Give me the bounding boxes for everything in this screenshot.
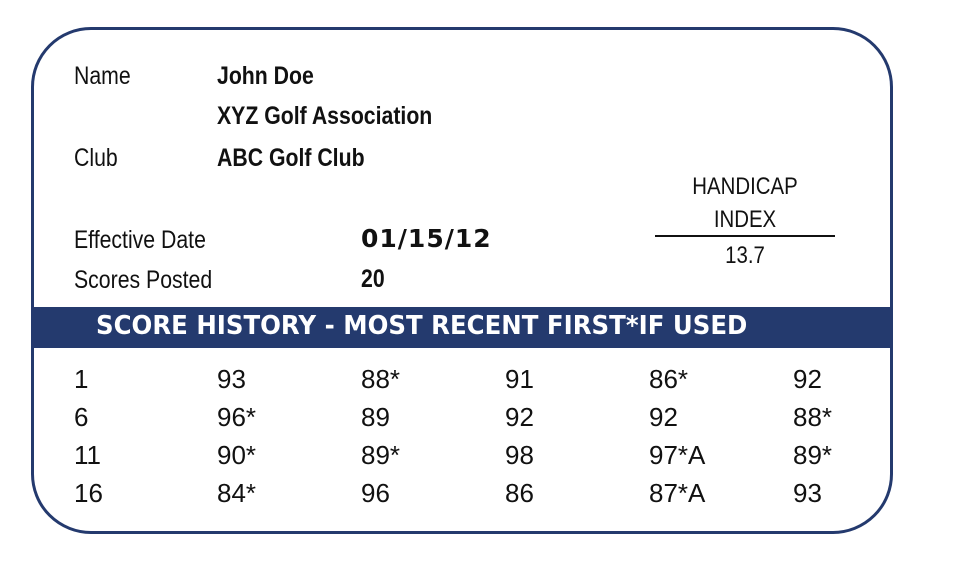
association-value: XYZ Golf Association (217, 102, 433, 130)
score-cell: 86 (505, 478, 534, 508)
score-cell: 90* (217, 440, 257, 470)
handicap-label-line1: HANDICAP (692, 173, 798, 200)
handicap-card (31, 27, 893, 534)
handicap-divider (655, 235, 835, 237)
effective-date-label: Effective Date (74, 226, 206, 254)
score-cell: 92 (505, 402, 534, 432)
score-history-title: SCORE HISTORY - MOST RECENT FIRST*IF USED (96, 311, 748, 341)
score-cell: 97*A (649, 440, 706, 470)
row-index: 1 (74, 364, 89, 394)
score-cell: 98 (505, 440, 534, 470)
score-cell: 93 (793, 478, 822, 508)
score-history-header (34, 307, 890, 348)
effective-date-value: 01/15/12 (361, 224, 492, 253)
score-cell: 96 (361, 478, 390, 508)
scores-posted-value: 20 (361, 265, 385, 293)
row-index: 6 (74, 402, 89, 432)
name-value: John Doe (217, 62, 314, 90)
score-cell: 91 (505, 364, 534, 394)
score-cell: 89* (361, 440, 401, 470)
name-label: Name (74, 62, 131, 90)
score-cell: 88* (793, 402, 833, 432)
club-label: Club (74, 144, 118, 172)
score-cell: 92 (793, 364, 822, 394)
row-index: 16 (74, 478, 103, 508)
score-cell: 89* (793, 440, 833, 470)
score-cell: 87*A (649, 478, 706, 508)
handicap-label-line2: INDEX (713, 206, 777, 233)
score-cell: 86* (649, 364, 689, 394)
handicap-index-value: 13.7 (725, 242, 765, 269)
score-cell: 88* (361, 364, 401, 394)
score-cell: 89 (361, 402, 390, 432)
club-value: ABC Golf Club (217, 144, 365, 172)
score-cell: 93 (217, 364, 246, 394)
row-index: 11 (74, 440, 101, 470)
scores-posted-label: Scores Posted (74, 266, 213, 294)
score-cell: 96* (217, 402, 257, 432)
score-cell: 84* (217, 478, 257, 508)
score-cell: 92 (649, 402, 678, 432)
